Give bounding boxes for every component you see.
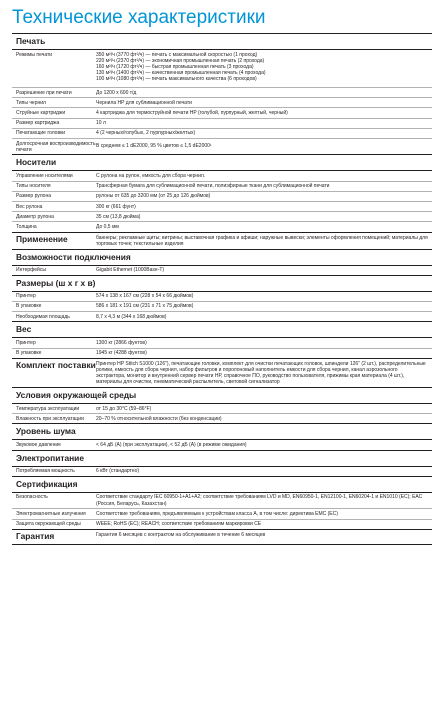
spec-value: Gigabit Ethernet (1000Base-T) xyxy=(96,267,165,274)
spec-value: До 1200 х 600 т/д xyxy=(96,89,137,96)
spec-label: В упаковке xyxy=(16,350,42,357)
spec-value: рулоны от 635 до 3200 мм (от 25 до 126 дюймов) xyxy=(96,193,211,200)
spec-label: Диаметр рулона xyxy=(16,213,54,220)
section-heading: Электропитание xyxy=(12,450,432,466)
spec-row xyxy=(12,519,432,529)
section-noise xyxy=(12,423,432,449)
spec-label: Печатающие головки xyxy=(16,130,66,137)
spec-row xyxy=(12,291,432,301)
section-warranty xyxy=(12,529,432,543)
spec-value: До 0,5 мм xyxy=(96,223,119,230)
spec-label: Звуковое давление xyxy=(16,441,61,448)
section-dimensions xyxy=(12,275,432,322)
spec-label: Размер рулона xyxy=(16,193,51,200)
section-print xyxy=(12,33,432,154)
spec-row xyxy=(12,201,432,211)
spec-label: Необходимая площадь xyxy=(16,313,70,320)
spec-row xyxy=(12,49,432,87)
spec-value: WEEE; RoHS (ЕС); REACH; соответствие требованиям маркировки CE xyxy=(96,521,262,527)
spec-label: В упаковке xyxy=(16,303,42,310)
section-heading: Уровень шума xyxy=(12,423,432,439)
section-applications xyxy=(12,232,432,249)
spec-row xyxy=(12,311,432,321)
spec-row xyxy=(12,87,432,97)
page-title: Технические характеристики xyxy=(12,7,266,28)
spec-value: Чернила HP для сублимационной печати xyxy=(96,99,192,106)
spec-value: 20–70 % относительной влажности (без конденсации) xyxy=(96,415,222,422)
spec-label: Защита окружающей среды xyxy=(16,521,81,527)
spec-row xyxy=(12,337,432,347)
spec-row xyxy=(12,466,432,476)
spec-label: Потребляемая мощность xyxy=(16,468,75,475)
spec-row xyxy=(12,439,432,449)
spec-label: Безопасность xyxy=(16,494,48,501)
spec-value: 586 x 181 x 191 см (231 x 71 x 75 дюймов) xyxy=(96,303,194,310)
spec-value: В среднем ≤ 1 dE2000, 95 % цветов ≤ 1,5 dE2000¹ xyxy=(96,142,212,149)
section-connectivity xyxy=(12,249,432,275)
spec-row xyxy=(12,97,432,107)
spec-row xyxy=(12,413,432,423)
spec-label: Разрешение при печати xyxy=(16,89,72,96)
spec-value: 4 картриджа для термоструйной печати HP (голубой, пурпурный, желтый, черный) xyxy=(96,109,288,116)
section-heading: Сертификация xyxy=(12,476,432,492)
spec-row xyxy=(12,128,432,138)
spec-value: < 64 дБ (A) (при эксплуатации), < 52 дБ (A) (в режиме ожидания) xyxy=(96,441,247,448)
section-heading: Возможности подключения xyxy=(12,249,432,265)
spec-value: 1945 кг (4288 фунтов) xyxy=(96,350,147,357)
spec-label: Струйные картриджи xyxy=(16,109,66,116)
spec-row xyxy=(12,118,432,128)
spec-label: Интерфейсы xyxy=(16,267,46,274)
spec-value: баннеры; рекламные щиты; витрины; выставочная графика и афиши; наружные вывески; элементы оформления помещений; материалы для торговых точек; текстильные изделия xyxy=(96,234,428,247)
bottom-divider xyxy=(12,544,432,545)
section-heading: Печать xyxy=(12,33,432,49)
section-heading: Вес xyxy=(12,321,432,337)
spec-label: Режимы печати xyxy=(16,51,53,58)
spec-value: от 15 до 30°С (59–86°F) xyxy=(96,405,152,412)
spec-label: Температура эксплуатации xyxy=(16,405,80,412)
section-media xyxy=(12,154,432,231)
spec-label: Принтер xyxy=(16,339,36,346)
spec-value: Принтер HP Stitch S1000 (126"), печатающие головки, комплект для очистки печатающих головок, шпиндели 126" (2 шт.), распределительные ролики, емкость для сбора чернил, набор фильтров и поролоновый наполнитель емкости для сбора чернил, канал аэрозольного экстрактора, монитор и внутренний сервер печати HP, справочное ПО, руководство пользователя, прижимы края материала (4 шт.), материалы для очистки, пневматический распылитель, световой сигнализатор xyxy=(96,360,426,386)
spec-value: Соответствие требованиям, предъявляемым к устройствам класса A, в том числе: директива EMC (ЕС) xyxy=(96,510,338,517)
spec-value: 10 л xyxy=(96,120,106,127)
spec-row xyxy=(12,348,432,358)
spec-label: Электромагнитные излучения xyxy=(16,510,86,517)
spec-row xyxy=(12,181,432,191)
spec-row xyxy=(12,221,432,231)
spec-label: Толщина xyxy=(16,223,37,230)
spec-value: Трансферная бумага для сублимационной печати, полиэфирные ткани для сублимационной печати xyxy=(96,183,330,190)
spec-value: 300 кг (661 фунт) xyxy=(96,203,136,210)
spec-value: 350 м²/ч (3770 фт²/ч) — печать с максимальной скоростью (1 проход) 220 м²/ч (2370 фт²/ч) — экономичная промышленная печать (2 прохода) 160 м²/ч (1720 фт²/ч) — быстрая промышленная печать (3 прохода) 130 м²/ч (1400 фт²/ч) — качественная промышленная печать (4 прохода) 100 м²/ч (1080 фт²/ч) — печать максимального качества (6 проходов) xyxy=(96,51,266,83)
section-heading: Применение xyxy=(16,234,68,245)
spec-row xyxy=(12,211,432,221)
spec-label: Размер картриджа xyxy=(16,120,60,127)
spec-value: 574 x 138 x 167 см (228 x 54 x 66 дюймов) xyxy=(96,293,194,300)
spec-value: С рулона на рулон, емкость для сбора чернил. xyxy=(96,172,206,179)
section-heading: Комплект поставки xyxy=(16,360,96,371)
section-heading: Гарантия xyxy=(16,531,55,542)
section-heading: Носители xyxy=(12,154,432,170)
spec-label: Принтер xyxy=(16,293,36,300)
spec-row xyxy=(12,107,432,117)
section-heading: Условия окружающей среды xyxy=(12,387,432,403)
spec-label: Типы носителя xyxy=(16,183,51,190)
spec-value: 6 кВт (стандартно) xyxy=(96,468,140,475)
spec-label: Вес рулона xyxy=(16,203,43,210)
spec-value: 35 см (13,8 дюйма) xyxy=(96,213,141,220)
spec-row xyxy=(12,508,432,518)
spec-value: Соответствие стандарту IEC 60950-1+A1+A2; соответствие требованиям LVD и MD, EN60950-1, EN12100-1, EN60204-1 и EN1010 (ЕС); ЕАС (Россия, Беларусь, Казахстан) xyxy=(96,494,423,507)
spec-row xyxy=(12,170,432,180)
spec-row xyxy=(12,265,432,275)
spec-value: Гарантия 6 месяцев с контрактом на обслуживание в течение 6 месяцев xyxy=(96,531,266,538)
spec-value: 1300 кг (2866 фунтов) xyxy=(96,339,147,346)
section-heading: Размеры (ш x г x в) xyxy=(12,275,432,291)
spec-value: 4 (2 черных/голубых, 2 пурпурных/желтых) xyxy=(96,130,196,137)
section-power xyxy=(12,450,432,476)
spec-label: Влажность при эксплуатации xyxy=(16,415,84,422)
section-package xyxy=(12,358,432,387)
spec-label: Управление носителями xyxy=(16,172,73,179)
spec-row xyxy=(12,403,432,413)
section-environment xyxy=(12,387,432,423)
spec-label: Долгосрочная воспроизводимость печати xyxy=(16,140,96,153)
section-certification xyxy=(12,476,432,529)
spec-row xyxy=(12,191,432,201)
spec-row xyxy=(12,492,432,508)
section-weight xyxy=(12,321,432,357)
spec-label: Типы чернил xyxy=(16,99,46,106)
spec-row xyxy=(12,301,432,311)
spec-row xyxy=(12,138,432,154)
spec-value: 8,7 x 4,3 м (344 x 168 дюймов) xyxy=(96,313,167,320)
